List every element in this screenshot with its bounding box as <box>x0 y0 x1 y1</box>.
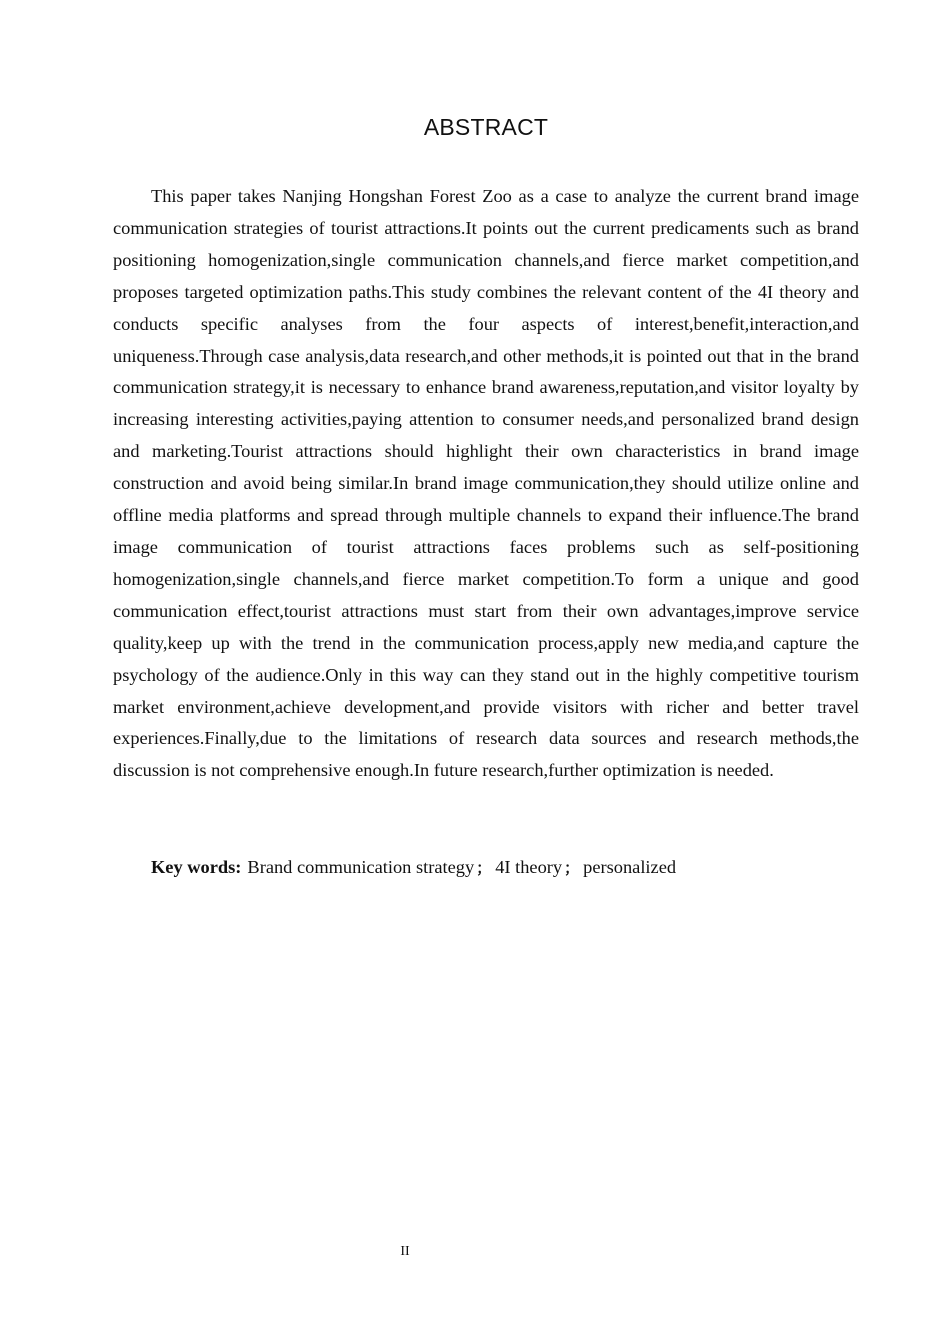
abstract-paragraph: This paper takes Nanjing Hongshan Forest Zoo as a case to analyze the current brand image communication strategies of tourist attractions.It points out the current predicaments such as brand positioning homogenization,single communication channels,and fierce market competition,and proposes targeted optimization paths.This study combines the relevant content of the 4I theory and conducts specific analyses from the four aspects of interest,benefit,interaction,and uniqueness.Through case analysis,data research,and other methods,it is pointed out that in the brand communication strategy,it is necessary to enhance brand awareness,reputation,and visitor loyalty by increasing interesting activities,paying attention to consumer needs,and personalized brand design and marketing.Tourist attractions should highlight their own characteristics in brand image construction and avoid being similar.In brand image communication,they should utilize online and offline media platforms and spread through multiple channels to expand their influence.The brand image communication of tourist attractions faces problems such as self-positioning homogenization,single channels,and fierce market competition.To form a unique and good communication effect,tourist attractions must start from their own advantages,improve service quality,keep up with the trend in the communication process,apply new media,and capture the psychology of the audience.Only in this way can they stand out in the highly competitive tourism market environment,achieve development,and provide visitors with richer and better travel experiences.Finally,due to the limitations of research data sources and research methods,the discussion is not comprehensive enough.In future research,further optimization is needed. <box>113 186 859 781</box>
keyword-separator: ； <box>564 859 580 877</box>
page-number: II <box>400 1244 410 1259</box>
keyword-separator: ； <box>476 859 492 877</box>
abstract-heading: ABSTRACT <box>423 114 549 140</box>
keywords-label: Key words: <box>151 857 242 877</box>
keyword-item: personalized <box>583 857 677 877</box>
keyword-item: Brand communication strategy <box>247 857 475 877</box>
keywords-line <box>151 852 871 883</box>
keyword-item: 4I theory <box>495 857 563 877</box>
